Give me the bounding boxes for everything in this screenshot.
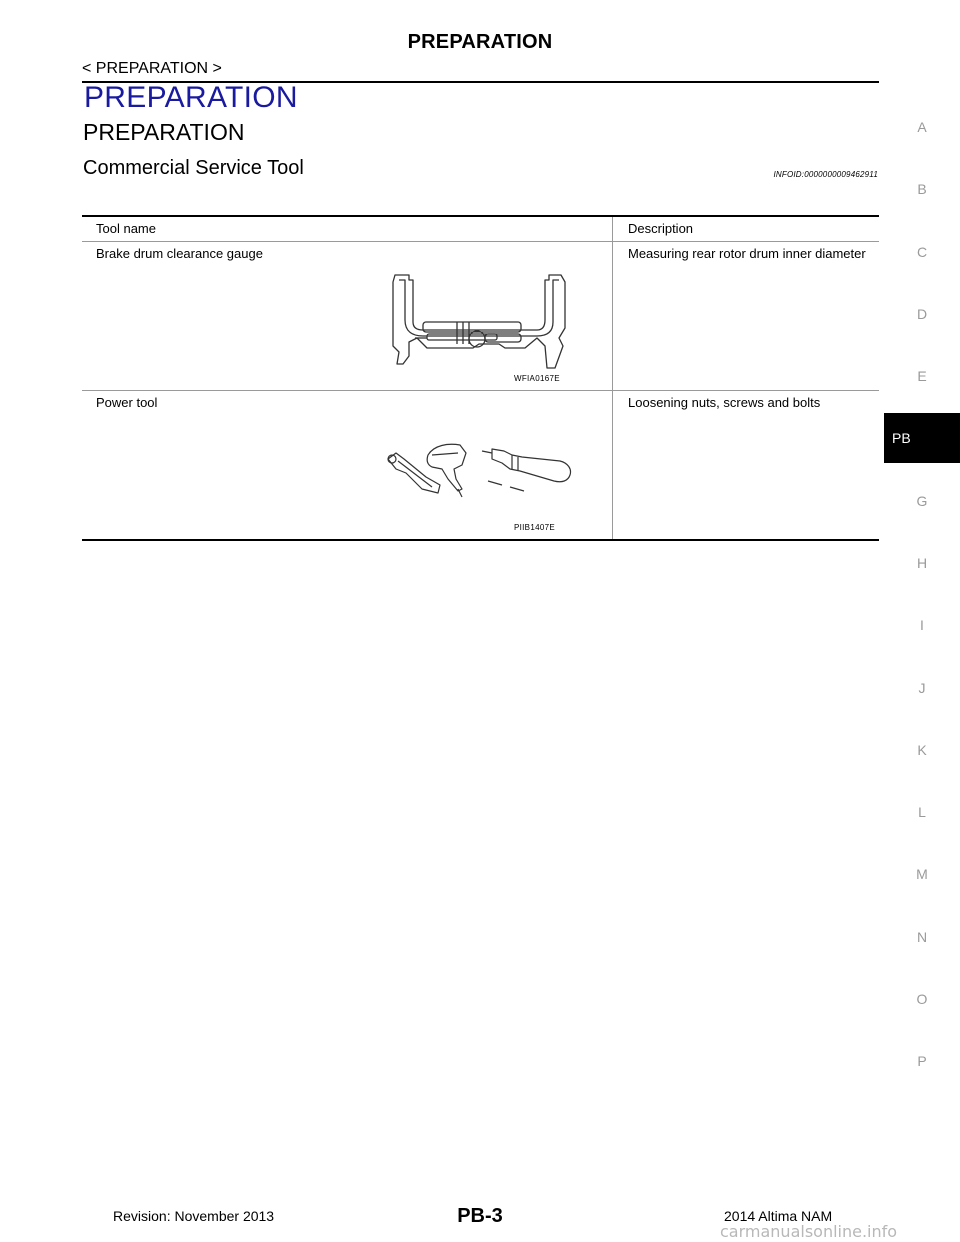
info-id: INFOID:0000000009462911: [773, 170, 878, 179]
side-index-letter[interactable]: C: [916, 243, 928, 260]
breadcrumb: < PREPARATION >: [82, 60, 222, 77]
topic-title: Commercial Service Tool: [83, 157, 304, 179]
side-index-letter[interactable]: B: [917, 181, 927, 198]
side-index-letter[interactable]: O: [916, 991, 928, 1007]
side-index-letter[interactable]: I: [920, 617, 924, 634]
watermark: carmanualsonline.info: [720, 1222, 898, 1241]
figure-label: WFIA0167E: [514, 374, 560, 383]
tool-name-cell: [82, 242, 613, 390]
section-title[interactable]: PREPARATION: [84, 81, 298, 114]
side-index-letter[interactable]: A: [917, 119, 927, 136]
side-index-letter[interactable]: P: [917, 1053, 927, 1070]
side-index-letter[interactable]: K: [917, 741, 927, 758]
table-header-row: [82, 217, 879, 242]
side-index-active-tab[interactable]: PB: [884, 413, 960, 463]
footer-page-number: PB-3: [457, 1205, 503, 1227]
tool-table: [82, 215, 879, 541]
side-index-letter[interactable]: J: [918, 679, 926, 696]
page-header-title: PREPARATION: [407, 31, 553, 53]
tool-name: Power tool: [96, 395, 158, 410]
table-row: [82, 391, 879, 539]
footer-model: 2014 Altima NAM: [724, 1208, 833, 1224]
side-index-letter[interactable]: G: [916, 492, 928, 509]
brake-drum-gauge-illustration: [387, 272, 567, 384]
side-index: [884, 96, 960, 1092]
table-row: [82, 242, 879, 391]
side-index-letter[interactable]: L: [918, 804, 926, 821]
figure-label: PIIB1407E: [514, 523, 555, 532]
footer-revision: Revision: November 2013: [113, 1208, 275, 1224]
tool-description: Measuring rear rotor drum inner diameter: [628, 246, 866, 261]
side-index-letter[interactable]: M: [916, 866, 928, 883]
tool-name: Brake drum clearance gauge: [96, 246, 263, 261]
side-index-letter[interactable]: D: [916, 306, 928, 323]
side-index-letter[interactable]: N: [916, 928, 928, 945]
subsection-title: PREPARATION: [83, 119, 245, 145]
side-index-letter[interactable]: E: [917, 368, 927, 385]
tool-name-cell: [82, 391, 613, 539]
power-tool-illustration: [382, 439, 582, 509]
tool-description: Loosening nuts, screws and bolts: [628, 395, 821, 410]
column-header-tool-name: Tool name: [82, 217, 613, 241]
side-index-letter[interactable]: H: [916, 554, 928, 571]
column-header-description: Description: [628, 221, 694, 236]
